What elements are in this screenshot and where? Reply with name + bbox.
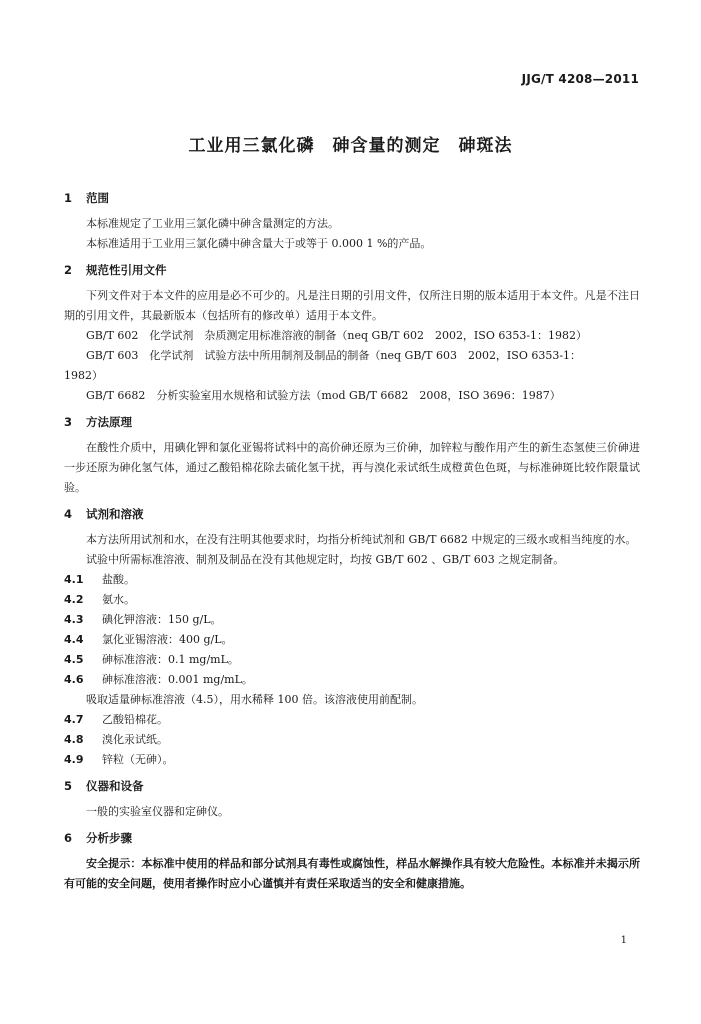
- scope-paragraph-1: 本标准规定了工业用三氯化磷中砷含量测定的方法。: [86, 217, 339, 230]
- section-title: 仪器和设备: [86, 779, 144, 793]
- item-number: 4.3: [64, 613, 84, 626]
- item-number: 4.4: [64, 633, 84, 646]
- item-text: 砷标准溶液：0.001 mg/mL。: [102, 673, 253, 686]
- section-number: 1: [64, 191, 73, 205]
- reagent-item: [64, 650, 640, 670]
- section-title: 方法原理: [86, 415, 132, 429]
- item-text: 盐酸。: [102, 573, 135, 586]
- reagent-item: [64, 570, 640, 590]
- standard-code: JJG/T 4208—2011: [521, 72, 639, 86]
- document-title: 工业用三氯化磷 砷含量的测定 砷斑法: [188, 136, 513, 156]
- section-title: 分析步骤: [86, 831, 132, 845]
- item-text: 锌粒（无砷）。: [102, 753, 174, 766]
- document-body: [64, 188, 640, 894]
- safety-warning: 安全提示：本标准中使用的样品和部分试剂具有毒性或腐蚀性，样品水解操作具有较大危险性。本标准并未揭示所有可能的安全问题，使用者操作时应小心谨慎并有责任采取适当的安全和健康措施。: [64, 857, 640, 890]
- item-text: 氯化亚锡溶液：400 g/L。: [102, 633, 233, 646]
- reagent-item: [64, 630, 640, 650]
- item-text: 氨水。: [102, 593, 135, 606]
- section-heading-reagents: [64, 504, 640, 524]
- reference-gb-t-602: GB/T 602 化学试剂 杂质测定用标准溶液的制备（neq GB/T 602 2002，ISO 6353-1：1982）: [86, 329, 588, 342]
- reagents-paragraph-1: 本方法所用试剂和水，在没有注明其他要求时，均指分析纯试剂和 GB/T 6682 中规定的三级水或相当纯度的水。: [86, 533, 637, 546]
- reagent-item: [64, 590, 640, 610]
- item-number: 4.5: [64, 653, 84, 666]
- section-number: 6: [64, 831, 73, 845]
- reagent-item: [64, 610, 640, 630]
- item-text: 溴化汞试纸。: [102, 733, 168, 746]
- section-title: 试剂和溶液: [86, 507, 144, 521]
- section-number: 5: [64, 779, 73, 793]
- principle-paragraph: 在酸性介质中，用碘化钾和氯化亚锡将试料中的高价砷还原为三价砷，加锌粒与酸作用产生的新生态氢使三价砷进一步还原为砷化氢气体，通过乙酸铅棉花除去硫化氢干扰，再与溴化汞试纸生成橙黄色色斑，与标准砷斑比较作限量试验。: [64, 441, 640, 494]
- item-number: 4.7: [64, 713, 84, 726]
- section-heading-principle: [64, 412, 640, 432]
- reagent-item: [64, 670, 640, 690]
- reagent-item: [64, 750, 640, 770]
- item-number: 4.9: [64, 753, 84, 766]
- section-title: 范围: [86, 191, 109, 205]
- item-number: 4.6: [64, 673, 84, 686]
- item-text: 砷标准溶液：0.1 mg/mL。: [102, 653, 239, 666]
- section-heading-apparatus: [64, 776, 640, 796]
- section-heading-procedure: [64, 828, 640, 848]
- section-number: 4: [64, 507, 73, 521]
- reagent-item: [64, 710, 640, 730]
- item-number: 4.1: [64, 573, 84, 586]
- section-heading-scope: [64, 188, 640, 208]
- reagent-note: 吸取适量砷标准溶液（4.5），用水稀释 100 倍。该溶液使用前配制。: [86, 693, 423, 706]
- item-number: 4.2: [64, 593, 84, 606]
- scope-paragraph-2: 本标准适用于工业用三氯化磷中砷含量大于或等于 0.000 1 %的产品。: [86, 237, 432, 250]
- reference-gb-t-603-continued: 1982）: [64, 369, 103, 382]
- item-text: 乙酸铅棉花。: [102, 713, 168, 726]
- section-title: 规范性引用文件: [86, 263, 167, 277]
- section-heading-normative-references: [64, 260, 640, 280]
- apparatus-paragraph: 一般的实验室仪器和定砷仪。: [86, 805, 229, 818]
- item-text: 碘化钾溶液：150 g/L。: [102, 613, 222, 626]
- section-number: 3: [64, 415, 73, 429]
- reagents-paragraph-2: 试验中所需标准溶液、制剂及制品在没有其他规定时，均按 GB/T 602 、GB/T 603 之规定制备。: [86, 553, 565, 566]
- reference-gb-t-603: GB/T 603 化学试剂 试验方法中所用制剂及制品的制备（neq GB/T 603 2002，ISO 6353-1：: [86, 349, 582, 362]
- section-number: 2: [64, 263, 73, 277]
- reagent-item: [64, 730, 640, 750]
- reference-gb-t-6682: GB/T 6682 分析实验室用水规格和试验方法（mod GB/T 6682 2008，ISO 3696：1987）: [86, 389, 561, 402]
- item-number: 4.8: [64, 733, 84, 746]
- references-intro-paragraph: 下列文件对于本文件的应用是必不可少的。凡是注日期的引用文件，仅所注日期的版本适用于本文件。凡是不注日期的引用文件，其最新版本（包括所有的修改单）适用于本文件。: [64, 289, 640, 322]
- page-number: 1: [620, 935, 627, 946]
